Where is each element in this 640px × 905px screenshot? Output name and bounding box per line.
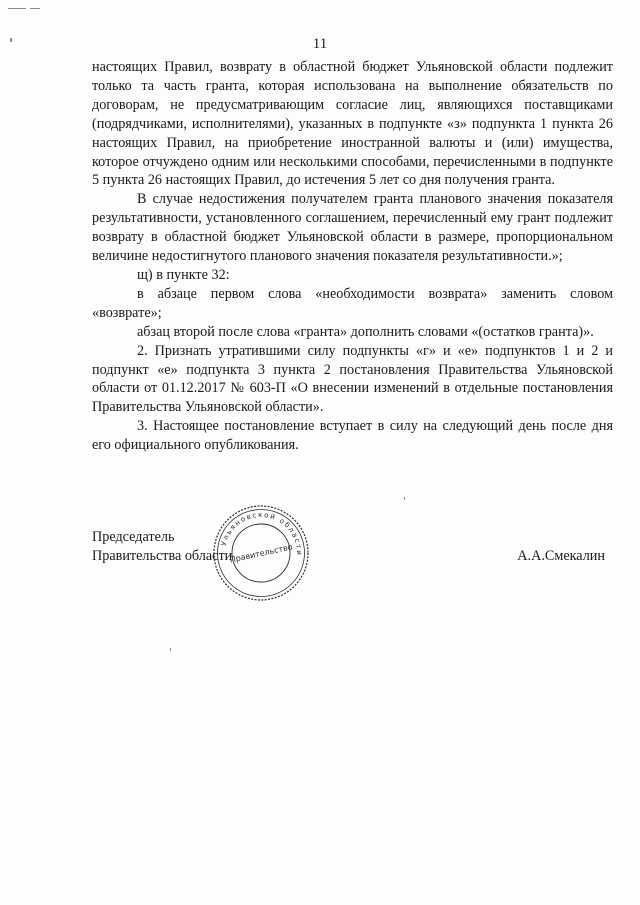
page-number: 11 [312, 36, 328, 52]
signatory-name: А.А.Смекалин [517, 547, 605, 564]
paragraph: настоящих Правил, возврату в областной бюджет Ульяновской области подлежит только та часть гранта, которая использована на выполнение обязательств по договорам, не предусматривающим согласие лиц, являющихся поставщиками (подрядчиками, исполнителями), указанных в подпункте «з» подпункта 1 пункта 26 настоящих Правил, на приобретение иностранной валюты и (или) имущества, которое отчуждено одним или несколькими способами, перечисленными в подпункте 5 пункта 26 настоящих Правил, до истечения 5 лет со дня получения гранта. [92, 59, 613, 189]
signatory-title-line1: Председатель [92, 529, 175, 545]
signatory-title-line2: Правительства области [92, 547, 233, 564]
paragraph: в абзаце первом слова «необходимости возврата» заменить словом «возврате»; [92, 285, 613, 321]
stamp-center-text: Правительство [228, 542, 294, 565]
document-body [92, 58, 613, 455]
paragraph: 3. Настоящее постановление вступает в силу на следующий день после дня его официального опубликования. [92, 418, 613, 454]
scan-mark [404, 497, 405, 500]
stamp-ring-text: Ульяновской области [219, 510, 304, 557]
scan-mark [8, 8, 26, 9]
paragraph: 2. Признать утратившими силу подпункты «г» и «е» подпунктов 1 и 2 и подпункт «е» подпункта 3 пункта 2 постановления Правительства Ульяновской области от 01.12.2017 № 603-П «О внесении изменений в отдельные постановления Правительства Ульяновской области». [92, 342, 613, 416]
scan-mark [30, 8, 40, 9]
signature-block [92, 528, 613, 588]
paragraph: абзац второй после слова «гранта» дополнить словами «(остатков гранта)». [137, 323, 594, 340]
scan-mark [170, 648, 171, 651]
paragraph: щ) в пункте 32: [137, 266, 230, 283]
paragraph: В случае недостижения получателем гранта планового значения показателя результативности, установленного соглашением, перечисленный ему грант подлежит возврату в областной бюджет Ульяновской области в размере, пропорциональном величине недостигнутого планового значения показателя результативности.»; [92, 191, 613, 265]
official-seal-stamp [212, 504, 310, 602]
